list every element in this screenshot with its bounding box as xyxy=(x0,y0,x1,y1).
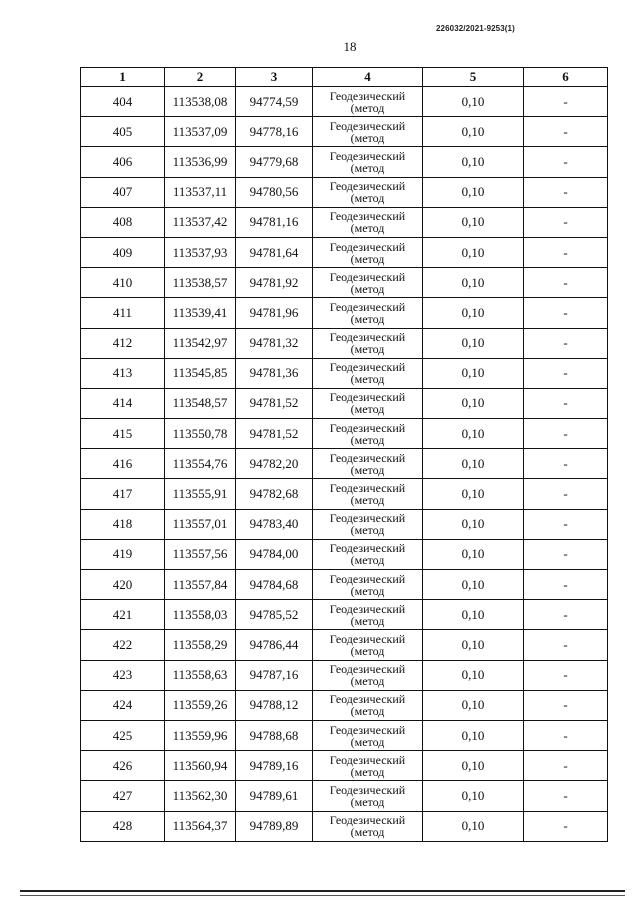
point-number-cell: 426 xyxy=(81,751,165,781)
note-cell: - xyxy=(524,298,608,328)
method-line-2: (метод xyxy=(350,342,385,357)
page-number: 18 xyxy=(343,39,357,54)
method-line-2: (метод xyxy=(350,402,385,417)
y-coordinate-cell: 94781,52 xyxy=(236,419,313,449)
table-row xyxy=(81,268,608,298)
method-cell xyxy=(313,449,423,479)
y-coordinate-cell: 94789,16 xyxy=(236,751,313,781)
method-cell xyxy=(313,207,423,237)
method-line-1: Геодезический xyxy=(329,541,406,556)
method-cell xyxy=(313,419,423,449)
method-line-1: Геодезический xyxy=(329,209,406,224)
x-coordinate-cell: 113542,97 xyxy=(165,328,236,358)
note-cell: - xyxy=(524,570,608,600)
note-cell: - xyxy=(524,207,608,237)
x-coordinate-cell: 113555,91 xyxy=(165,479,236,509)
y-coordinate-cell: 94774,59 xyxy=(236,87,313,117)
point-number-cell: 411 xyxy=(81,298,165,328)
y-coordinate-cell: 94788,12 xyxy=(236,690,313,720)
point-number-cell: 418 xyxy=(81,509,165,539)
method-line-2: (метод xyxy=(350,372,385,387)
x-coordinate-cell: 113545,85 xyxy=(165,358,236,388)
accuracy-cell: 0,10 xyxy=(423,570,524,600)
accuracy-cell: 0,10 xyxy=(423,328,524,358)
point-number-cell: 424 xyxy=(81,690,165,720)
point-number-cell: 409 xyxy=(81,237,165,267)
table-row xyxy=(81,509,608,539)
accuracy-cell: 0,10 xyxy=(423,479,524,509)
accuracy-cell: 0,10 xyxy=(423,811,524,841)
accuracy-cell: 0,10 xyxy=(423,660,524,690)
method-cell xyxy=(313,237,423,267)
note-cell: - xyxy=(524,449,608,479)
point-number-cell: 428 xyxy=(81,811,165,841)
method-cell xyxy=(313,147,423,177)
column-header-2: 2 xyxy=(165,68,236,87)
coordinates-table xyxy=(80,67,608,842)
note-cell: - xyxy=(524,720,608,750)
y-coordinate-cell: 94783,40 xyxy=(236,509,313,539)
method-cell xyxy=(313,720,423,750)
table-row xyxy=(81,660,608,690)
accuracy-cell: 0,10 xyxy=(423,539,524,569)
y-coordinate-cell: 94781,96 xyxy=(236,298,313,328)
x-coordinate-cell: 113536,99 xyxy=(165,147,236,177)
x-coordinate-cell: 113564,37 xyxy=(165,811,236,841)
accuracy-cell: 0,10 xyxy=(423,751,524,781)
column-header-3: 3 xyxy=(236,68,313,87)
note-cell: - xyxy=(524,87,608,117)
method-line-2: (метод xyxy=(350,553,385,568)
y-coordinate-cell: 94784,00 xyxy=(236,539,313,569)
point-number-cell: 416 xyxy=(81,449,165,479)
table-row xyxy=(81,600,608,630)
point-number-cell: 420 xyxy=(81,570,165,600)
method-cell xyxy=(313,570,423,600)
x-coordinate-cell: 113559,26 xyxy=(165,690,236,720)
note-cell: - xyxy=(524,177,608,207)
document-id: 226032/2021-9253(1) xyxy=(436,24,515,33)
method-cell xyxy=(313,630,423,660)
method-line-2: (метод xyxy=(350,734,385,749)
point-number-cell: 423 xyxy=(81,660,165,690)
method-line-1: Геодезический xyxy=(329,692,406,707)
method-line-2: (метод xyxy=(350,160,385,175)
accuracy-cell: 0,10 xyxy=(423,690,524,720)
point-number-cell: 413 xyxy=(81,358,165,388)
y-coordinate-cell: 94789,61 xyxy=(236,781,313,811)
method-line-1: Геодезический xyxy=(329,179,406,194)
method-line-1: Геодезический xyxy=(329,631,406,646)
accuracy-cell: 0,10 xyxy=(423,177,524,207)
y-coordinate-cell: 94785,52 xyxy=(236,600,313,630)
y-coordinate-cell: 94784,68 xyxy=(236,570,313,600)
column-header-6: 6 xyxy=(524,68,608,87)
footer-rule-thick xyxy=(20,890,625,892)
note-cell: - xyxy=(524,117,608,147)
table-row xyxy=(81,751,608,781)
x-coordinate-cell: 113539,41 xyxy=(165,298,236,328)
point-number-cell: 422 xyxy=(81,630,165,660)
point-number-cell: 407 xyxy=(81,177,165,207)
method-cell xyxy=(313,87,423,117)
x-coordinate-cell: 113537,09 xyxy=(165,117,236,147)
method-line-2: (метод xyxy=(350,764,385,779)
accuracy-cell: 0,10 xyxy=(423,268,524,298)
method-line-1: Геодезический xyxy=(329,782,406,797)
y-coordinate-cell: 94788,68 xyxy=(236,720,313,750)
method-line-1: Геодезический xyxy=(329,601,406,616)
method-line-1: Геодезический xyxy=(329,148,406,163)
x-coordinate-cell: 113538,08 xyxy=(165,87,236,117)
accuracy-cell: 0,10 xyxy=(423,87,524,117)
point-number-cell: 425 xyxy=(81,720,165,750)
method-line-2: (метод xyxy=(350,311,385,326)
method-line-1: Геодезический xyxy=(329,239,406,254)
x-coordinate-cell: 113558,29 xyxy=(165,630,236,660)
y-coordinate-cell: 94786,44 xyxy=(236,630,313,660)
accuracy-cell: 0,10 xyxy=(423,630,524,660)
method-line-1: Геодезический xyxy=(329,269,406,284)
accuracy-cell: 0,10 xyxy=(423,207,524,237)
note-cell: - xyxy=(524,630,608,660)
table-row xyxy=(81,419,608,449)
table-row xyxy=(81,630,608,660)
method-line-1: Геодезический xyxy=(329,118,406,133)
y-coordinate-cell: 94781,64 xyxy=(236,237,313,267)
y-coordinate-cell: 94781,16 xyxy=(236,207,313,237)
footer-rule-thin xyxy=(20,895,625,896)
accuracy-cell: 0,10 xyxy=(423,237,524,267)
method-cell xyxy=(313,660,423,690)
table-body xyxy=(81,87,608,842)
method-line-1: Геодезический xyxy=(329,360,406,375)
method-line-1: Геодезический xyxy=(329,571,406,586)
method-line-1: Геодезический xyxy=(329,813,406,828)
point-number-cell: 419 xyxy=(81,539,165,569)
table-row xyxy=(81,479,608,509)
method-line-2: (метод xyxy=(350,794,385,809)
point-number-cell: 410 xyxy=(81,268,165,298)
x-coordinate-cell: 113557,56 xyxy=(165,539,236,569)
note-cell: - xyxy=(524,660,608,690)
method-line-2: (метод xyxy=(350,100,385,115)
method-line-2: (метод xyxy=(350,704,385,719)
y-coordinate-cell: 94781,36 xyxy=(236,358,313,388)
method-cell xyxy=(313,751,423,781)
accuracy-cell: 0,10 xyxy=(423,600,524,630)
method-line-1: Геодезический xyxy=(329,481,406,496)
note-cell: - xyxy=(524,147,608,177)
x-coordinate-cell: 113560,94 xyxy=(165,751,236,781)
y-coordinate-cell: 94789,89 xyxy=(236,811,313,841)
method-line-2: (метод xyxy=(350,643,385,658)
method-line-1: Геодезический xyxy=(329,752,406,767)
note-cell: - xyxy=(524,419,608,449)
note-cell: - xyxy=(524,479,608,509)
method-line-1: Геодезический xyxy=(329,330,406,345)
note-cell: - xyxy=(524,690,608,720)
method-cell xyxy=(313,781,423,811)
x-coordinate-cell: 113557,01 xyxy=(165,509,236,539)
method-line-2: (метод xyxy=(350,221,385,236)
table-row xyxy=(81,811,608,841)
method-line-2: (метод xyxy=(350,825,385,840)
accuracy-cell: 0,10 xyxy=(423,419,524,449)
method-cell xyxy=(313,388,423,418)
accuracy-cell: 0,10 xyxy=(423,388,524,418)
method-cell xyxy=(313,177,423,207)
accuracy-cell: 0,10 xyxy=(423,449,524,479)
table-row xyxy=(81,237,608,267)
x-coordinate-cell: 113562,30 xyxy=(165,781,236,811)
y-coordinate-cell: 94780,56 xyxy=(236,177,313,207)
table-row xyxy=(81,570,608,600)
point-number-cell: 427 xyxy=(81,781,165,811)
method-line-1: Геодезический xyxy=(329,88,406,103)
note-cell: - xyxy=(524,268,608,298)
accuracy-cell: 0,10 xyxy=(423,358,524,388)
note-cell: - xyxy=(524,600,608,630)
method-line-2: (метод xyxy=(350,130,385,145)
method-cell xyxy=(313,117,423,147)
note-cell: - xyxy=(524,237,608,267)
y-coordinate-cell: 94781,32 xyxy=(236,328,313,358)
method-line-1: Геодезический xyxy=(329,299,406,314)
method-line-2: (метод xyxy=(350,251,385,266)
point-number-cell: 417 xyxy=(81,479,165,509)
x-coordinate-cell: 113558,03 xyxy=(165,600,236,630)
method-line-2: (метод xyxy=(350,523,385,538)
point-number-cell: 405 xyxy=(81,117,165,147)
table-row xyxy=(81,690,608,720)
method-line-2: (метод xyxy=(350,674,385,689)
method-cell xyxy=(313,539,423,569)
x-coordinate-cell: 113537,93 xyxy=(165,237,236,267)
method-line-2: (метод xyxy=(350,281,385,296)
table-row xyxy=(81,298,608,328)
table-row xyxy=(81,358,608,388)
x-coordinate-cell: 113554,76 xyxy=(165,449,236,479)
note-cell: - xyxy=(524,781,608,811)
method-line-2: (метод xyxy=(350,432,385,447)
point-number-cell: 412 xyxy=(81,328,165,358)
note-cell: - xyxy=(524,388,608,418)
table-row xyxy=(81,207,608,237)
y-coordinate-cell: 94787,16 xyxy=(236,660,313,690)
x-coordinate-cell: 113558,63 xyxy=(165,660,236,690)
method-line-1: Геодезический xyxy=(329,420,406,435)
note-cell: - xyxy=(524,358,608,388)
accuracy-cell: 0,10 xyxy=(423,781,524,811)
method-cell xyxy=(313,268,423,298)
method-cell xyxy=(313,298,423,328)
method-cell xyxy=(313,600,423,630)
accuracy-cell: 0,10 xyxy=(423,720,524,750)
x-coordinate-cell: 113557,84 xyxy=(165,570,236,600)
method-line-2: (метод xyxy=(350,191,385,206)
column-header-1: 1 xyxy=(81,68,165,87)
method-cell xyxy=(313,690,423,720)
y-coordinate-cell: 94779,68 xyxy=(236,147,313,177)
method-line-2: (метод xyxy=(350,613,385,628)
y-coordinate-cell: 94781,92 xyxy=(236,268,313,298)
note-cell: - xyxy=(524,811,608,841)
method-line-1: Геодезический xyxy=(329,511,406,526)
table-row xyxy=(81,449,608,479)
table-row xyxy=(81,328,608,358)
method-line-1: Геодезический xyxy=(329,450,406,465)
table-header-row xyxy=(81,68,608,87)
x-coordinate-cell: 113537,11 xyxy=(165,177,236,207)
method-cell xyxy=(313,328,423,358)
y-coordinate-cell: 94782,20 xyxy=(236,449,313,479)
table-row xyxy=(81,117,608,147)
y-coordinate-cell: 94781,52 xyxy=(236,388,313,418)
method-cell xyxy=(313,811,423,841)
x-coordinate-cell: 113550,78 xyxy=(165,419,236,449)
column-header-4: 4 xyxy=(313,68,423,87)
table-row xyxy=(81,177,608,207)
x-coordinate-cell: 113537,42 xyxy=(165,207,236,237)
table-row xyxy=(81,539,608,569)
column-header-5: 5 xyxy=(423,68,524,87)
x-coordinate-cell: 113559,96 xyxy=(165,720,236,750)
y-coordinate-cell: 94778,16 xyxy=(236,117,313,147)
accuracy-cell: 0,10 xyxy=(423,147,524,177)
table-row xyxy=(81,147,608,177)
method-cell xyxy=(313,509,423,539)
method-line-2: (метод xyxy=(350,493,385,508)
point-number-cell: 421 xyxy=(81,600,165,630)
point-number-cell: 406 xyxy=(81,147,165,177)
table-row xyxy=(81,87,608,117)
point-number-cell: 415 xyxy=(81,419,165,449)
method-line-1: Геодезический xyxy=(329,662,406,677)
point-number-cell: 408 xyxy=(81,207,165,237)
accuracy-cell: 0,10 xyxy=(423,509,524,539)
note-cell: - xyxy=(524,539,608,569)
table-row xyxy=(81,781,608,811)
note-cell: - xyxy=(524,751,608,781)
accuracy-cell: 0,10 xyxy=(423,298,524,328)
method-line-2: (метод xyxy=(350,462,385,477)
note-cell: - xyxy=(524,509,608,539)
method-cell xyxy=(313,479,423,509)
method-line-1: Геодезический xyxy=(329,390,406,405)
y-coordinate-cell: 94782,68 xyxy=(236,479,313,509)
method-line-1: Геодезический xyxy=(329,722,406,737)
table-row xyxy=(81,720,608,750)
method-cell xyxy=(313,358,423,388)
note-cell: - xyxy=(524,328,608,358)
point-number-cell: 414 xyxy=(81,388,165,418)
x-coordinate-cell: 113548,57 xyxy=(165,388,236,418)
point-number-cell: 404 xyxy=(81,87,165,117)
method-line-2: (метод xyxy=(350,583,385,598)
x-coordinate-cell: 113538,57 xyxy=(165,268,236,298)
accuracy-cell: 0,10 xyxy=(423,117,524,147)
table-row xyxy=(81,388,608,418)
